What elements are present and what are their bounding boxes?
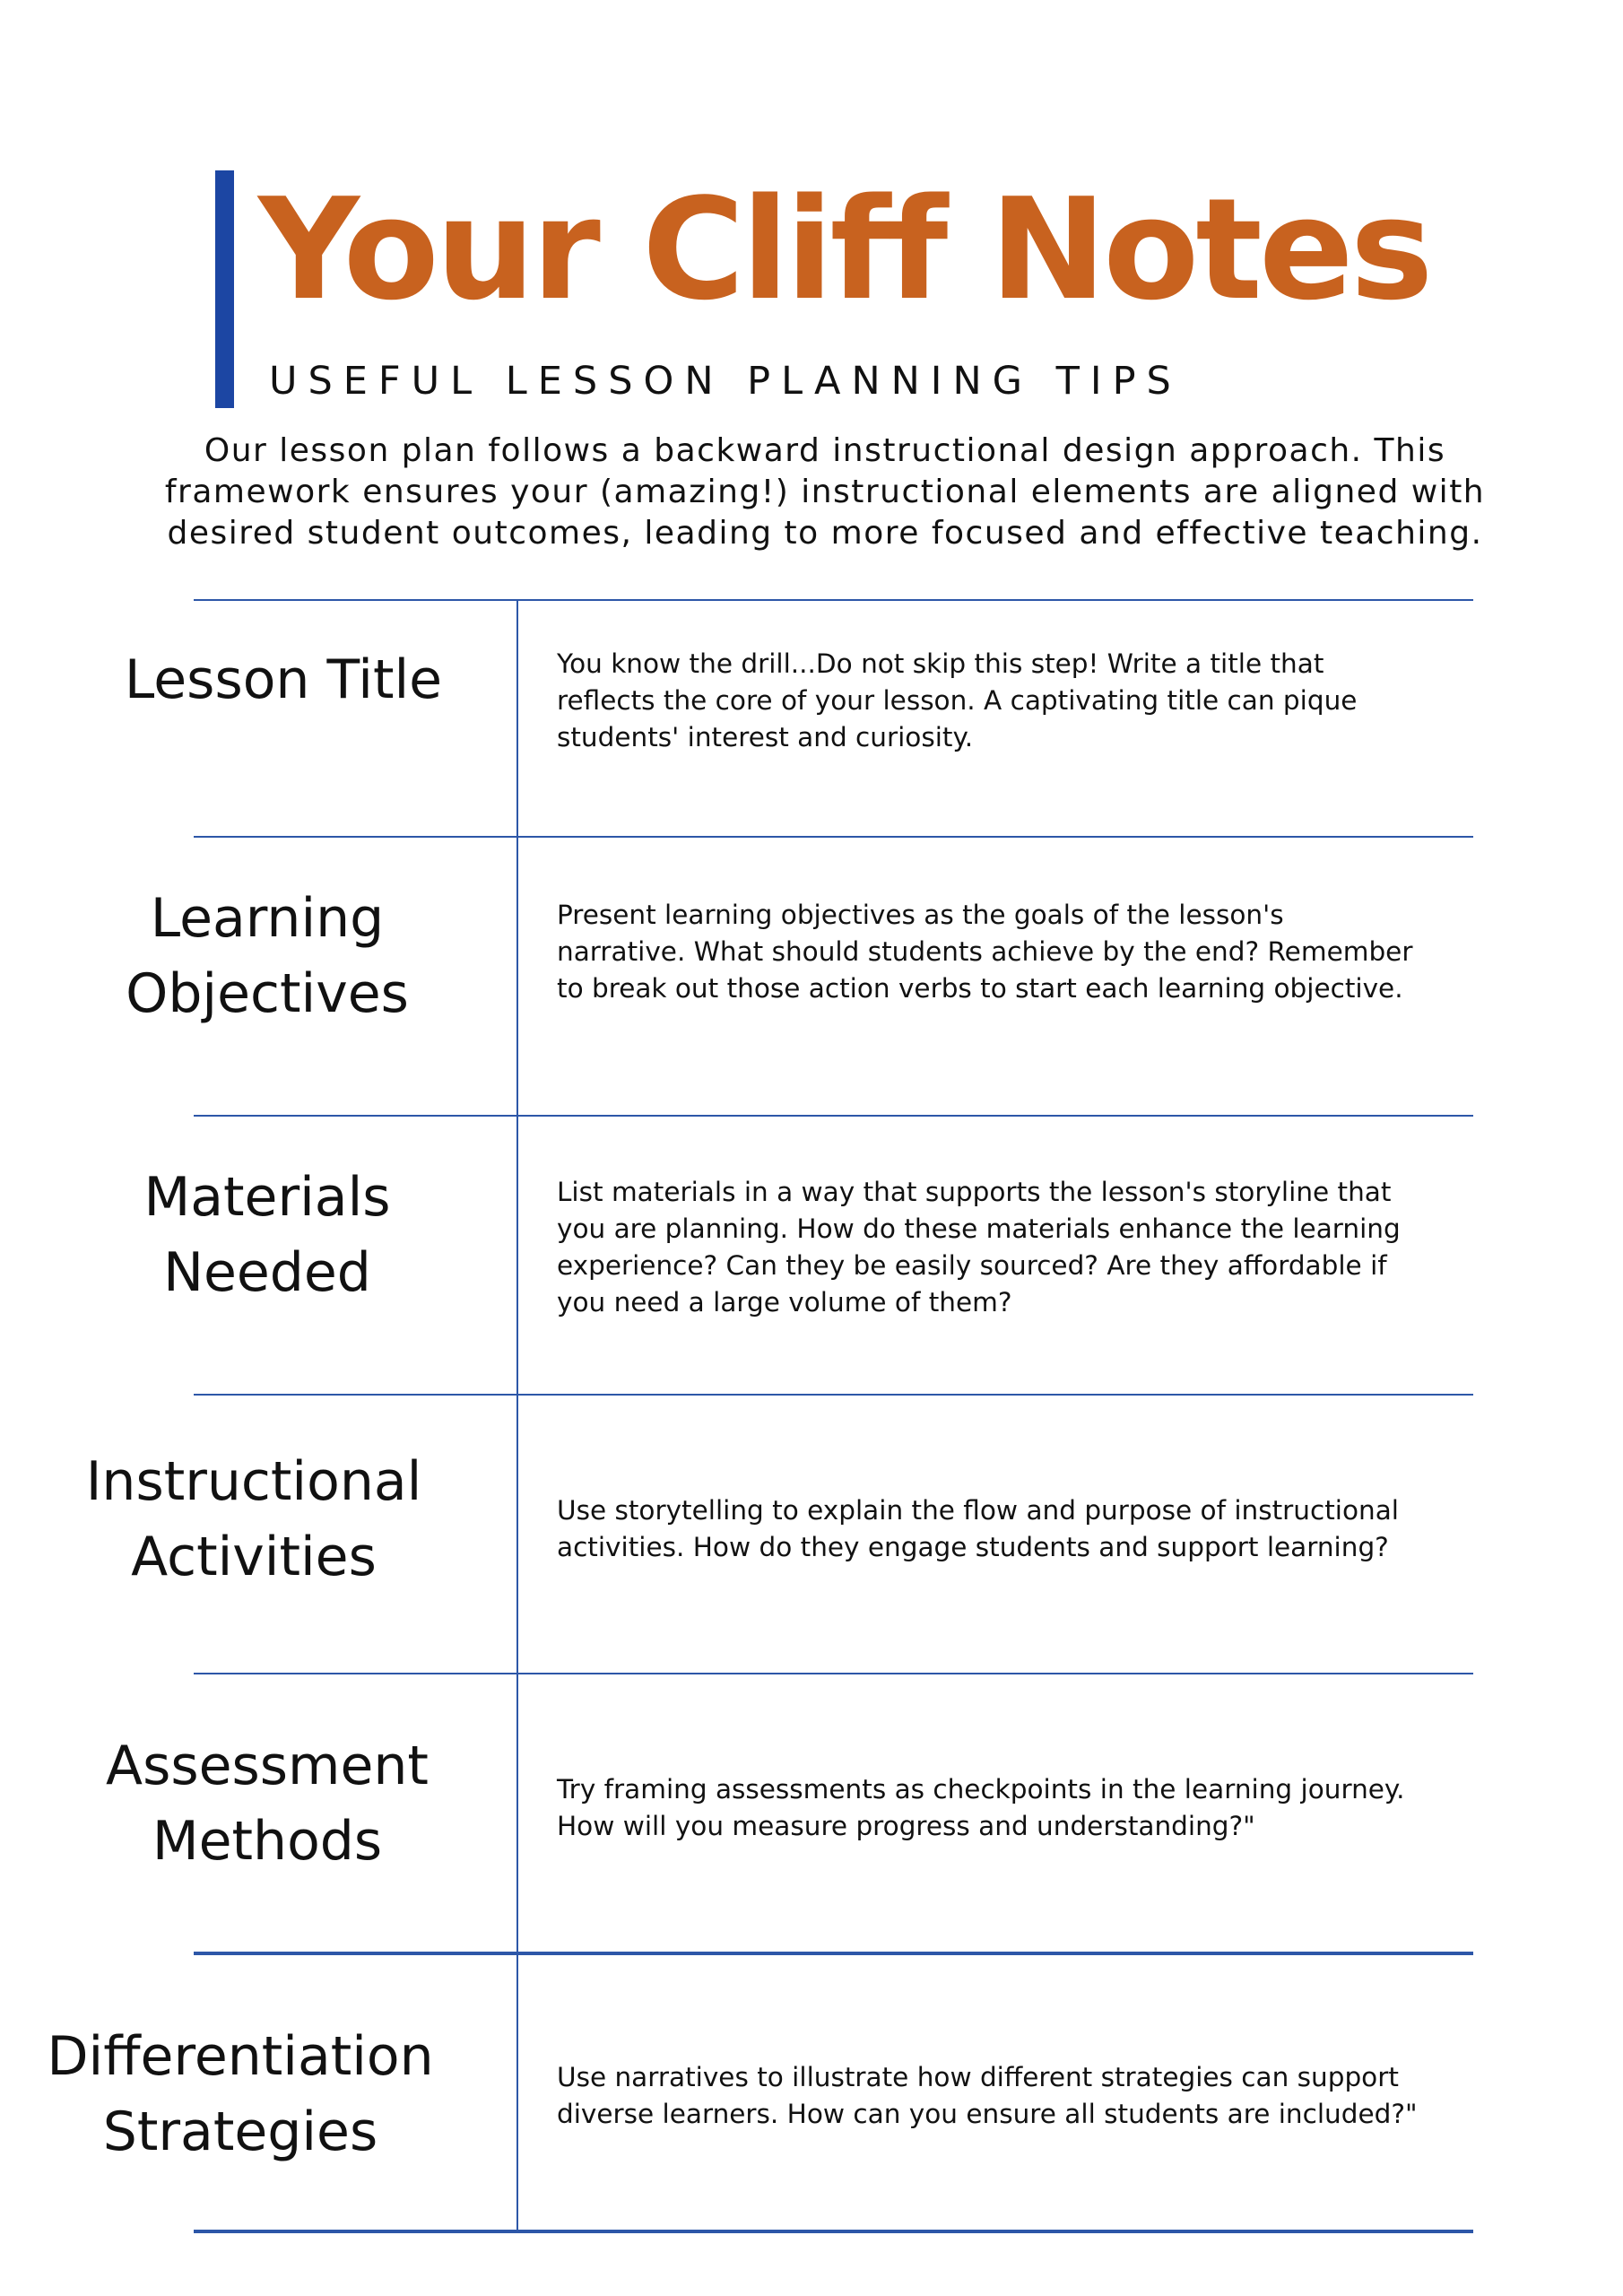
row-tip: Use storytelling to explain the flow and purpose of instructional activities. How do they engage students and support learning? (557, 1495, 1400, 1562)
table-row (126, 836, 1473, 1115)
row-tip: Present learning objectives as the goals of the lesson's narrative. What should students achieve by the end? Remember to break out those action verbs to start each learning objective. (557, 900, 1413, 1004)
row-label: Instructional Activities (85, 1450, 422, 1588)
page-title: Your Cliff Notes (258, 168, 1430, 331)
table-row (106, 1673, 1473, 1952)
row-tip: Use narratives to illustrate how different strategies can support diverse learners. How can you ensure all students are included?" (557, 2062, 1418, 2129)
table-rule (194, 2230, 1473, 2233)
table-row (85, 1394, 1473, 1673)
row-tip: Try framing assessments as checkpoints in the learning journey. How will you measure progress and understanding?" (557, 1774, 1405, 1841)
row-label: Assessment Methods (106, 1735, 429, 1873)
row-label: Differentiation Strategies (47, 2025, 434, 2163)
row-tip: You know the drill...Do not skip this step! Write a title that reflects the core of your lesson. A captivating title can pique students' interest and curiosity. (557, 648, 1358, 752)
table-row (143, 1115, 1473, 1394)
row-label: Lesson Title (124, 648, 443, 711)
row-label: Learning Objectives (126, 887, 409, 1025)
table-row (124, 599, 1473, 836)
row-tip: List materials in a way that supports the lesson's storyline that you are planning. How do these materials enhance the learning experience? Can they be easily sourced? Are they affordable if you need a large volume of them? (557, 1177, 1401, 1318)
row-label: Materials Needed (143, 1166, 391, 1304)
table-row (47, 1952, 1473, 2230)
intro-paragraph: Our lesson plan follows a backward instructional design approach. This framework ensures your (amazing!) instructional elements are aligned with desired student outcomes, leading to more focused and effective teaching. (164, 432, 1486, 552)
page-subtitle: USEFUL LESSON PLANNING TIPS (269, 359, 1182, 404)
title-accent-bar (215, 170, 234, 408)
